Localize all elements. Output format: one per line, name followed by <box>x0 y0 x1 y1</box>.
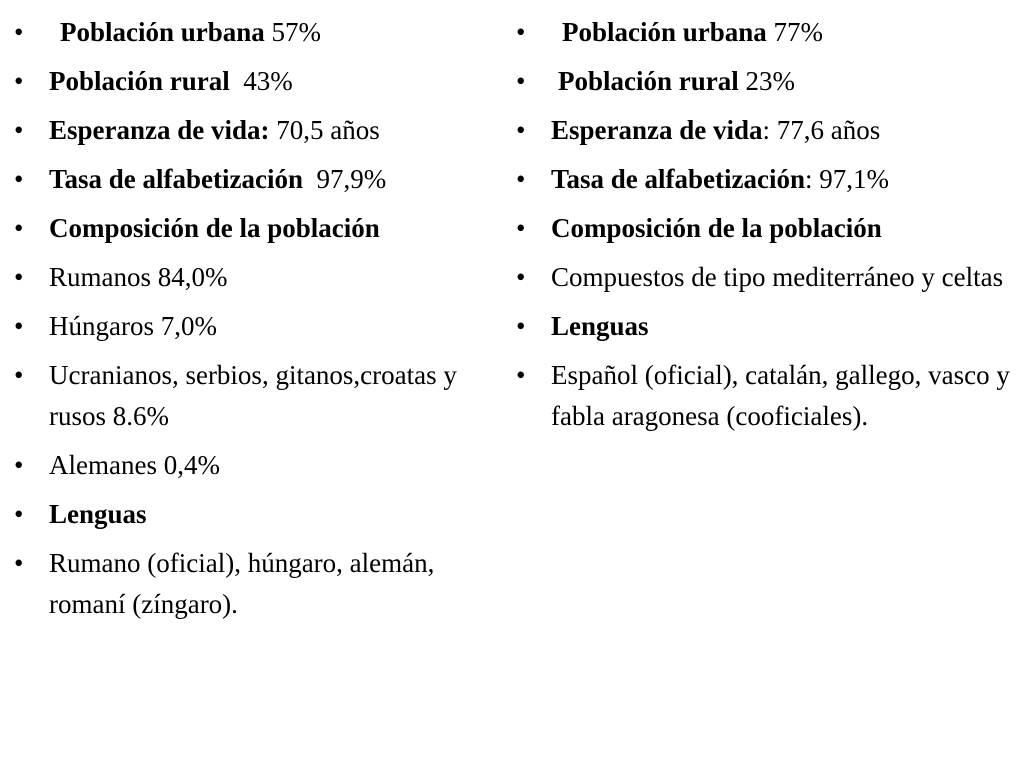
left-item-hungarians <box>14 306 494 347</box>
bullet-icon: • <box>516 17 526 47</box>
item-value: Rumano (oficial), húngaro, alemán, romaní (zíngaro). <box>49 548 435 619</box>
bullet-icon: • <box>14 66 24 96</box>
item-label: Población rural <box>558 66 739 96</box>
item-value: 43% <box>229 66 293 96</box>
bullet-icon: • <box>14 213 24 243</box>
item-value: Húngaros 7,0% <box>49 311 217 341</box>
item-label: Esperanza de vida: <box>49 115 270 145</box>
left-column-list <box>14 12 494 633</box>
right-item-composition-detail <box>516 257 1016 298</box>
right-item-population-composition <box>516 208 1016 249</box>
bullet-icon: • <box>14 450 24 480</box>
left-item-germans <box>14 445 494 486</box>
bullet-icon: • <box>14 360 24 390</box>
item-value: 23% <box>738 66 795 96</box>
bullet-icon: • <box>14 17 24 47</box>
item-value: 57% <box>264 17 322 47</box>
bullet-icon: • <box>516 164 526 194</box>
left-item-romanians <box>14 257 494 298</box>
item-label: Tasa de alfabetización <box>551 164 806 194</box>
item-label: Esperanza de vida <box>551 115 763 145</box>
bullet-icon: • <box>14 115 24 145</box>
bullet-icon: • <box>14 548 24 578</box>
bullet-icon: • <box>14 499 24 529</box>
left-item-population-composition <box>14 208 494 249</box>
left-item-rural-population <box>14 61 494 102</box>
left-item-languages-list <box>14 543 494 625</box>
left-item-literacy-rate <box>14 159 494 200</box>
left-item-life-expectancy <box>14 110 494 151</box>
left-item-urban-population <box>14 12 494 53</box>
bullet-icon: • <box>14 164 24 194</box>
item-value: Compuestos de tipo mediterráneo y celtas <box>551 262 1004 292</box>
bullet-icon: • <box>516 213 526 243</box>
item-value: 97,9% <box>303 164 387 194</box>
item-label: Composición de la población <box>551 213 882 243</box>
item-value: Rumanos 84,0% <box>49 262 228 292</box>
item-label: Tasa de alfabetización <box>49 164 304 194</box>
item-label: Lenguas <box>551 311 649 341</box>
item-value: Español (oficial), catalán, gallego, vasco y fabla aragonesa (cooficiales). <box>551 360 1010 431</box>
bullet-icon: • <box>516 66 526 96</box>
item-value: Alemanes 0,4% <box>49 450 220 480</box>
right-item-urban-population <box>516 12 1016 53</box>
item-label: Lenguas <box>49 499 147 529</box>
item-label: Población urbana <box>562 17 767 47</box>
item-value: Ucranianos, serbios, gitanos,croatas y rusos 8.6% <box>49 360 457 431</box>
right-column-list <box>516 12 1016 445</box>
bullet-icon: • <box>14 262 24 292</box>
right-item-rural-population <box>516 61 1016 102</box>
item-value: 70,5 años <box>269 115 380 145</box>
bullet-icon: • <box>516 115 526 145</box>
item-label: Composición de la población <box>49 213 380 243</box>
right-item-languages <box>516 306 1016 347</box>
item-value: : 97,1% <box>805 164 890 194</box>
bullet-icon: • <box>516 262 526 292</box>
left-item-languages <box>14 494 494 535</box>
left-item-ukrainians-others <box>14 355 494 437</box>
bullet-icon: • <box>516 360 526 390</box>
item-label: Población rural <box>49 66 230 96</box>
bullet-icon: • <box>14 311 24 341</box>
item-value: : 77,6 años <box>762 115 881 145</box>
item-value: 77% <box>766 17 824 47</box>
right-item-languages-list <box>516 355 1016 437</box>
item-label: Población urbana <box>60 17 265 47</box>
right-item-life-expectancy <box>516 110 1016 151</box>
bullet-icon: • <box>516 311 526 341</box>
right-item-literacy-rate <box>516 159 1016 200</box>
